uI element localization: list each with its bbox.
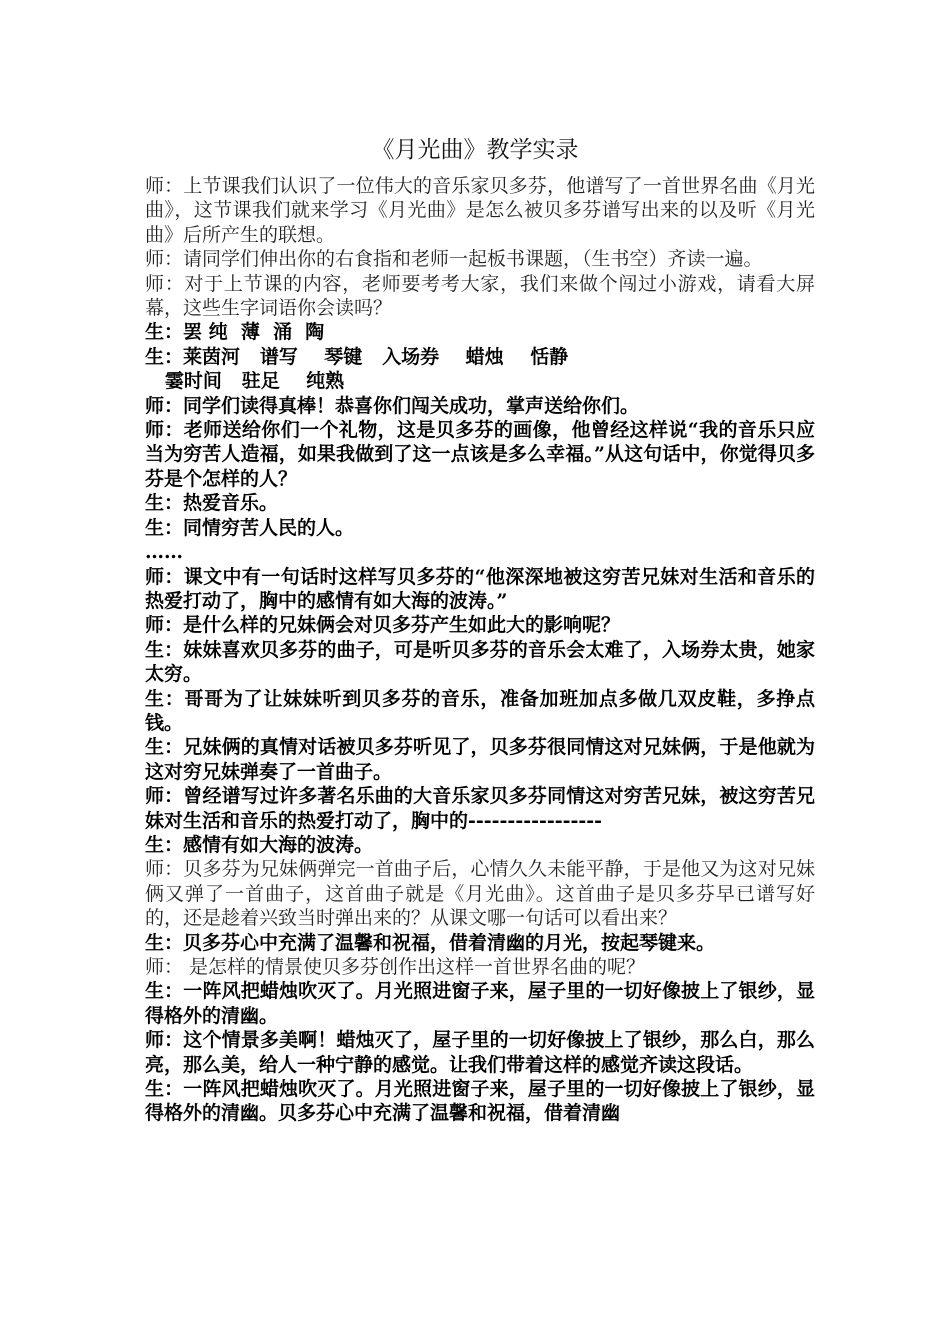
paragraph: 生：热爱音乐。 xyxy=(145,492,279,515)
paragraph: 师：课文中有一句话时这样写贝多芬的“他深深地被这穷苦兄妹对生活和音乐的热爱打动了，胸中的感情有如大海的波涛。” xyxy=(145,565,815,612)
paragraph: 师：上节课我们认识了一位伟大的音乐家贝多芬，他谱写了一首世界名曲《月光曲》，这节课我们就来学习《月光曲》是怎么被贝多芬谱写出来的以及听《月光曲》后所产生的联想。 xyxy=(145,175,815,246)
paragraph: 生：一阵风把蜡烛吹灭了。月光照进窗子来，屋子里的一切好像披上了银纱，显得格外的清幽。贝多芬心中充满了温馨和祝福，借着清幽 xyxy=(145,1078,815,1125)
paragraph: 师：曾经谱写过许多著名乐曲的大音乐家贝多芬同情这对穷苦兄妹，被这穷苦兄妹对生活和音乐的热爱打动了，胸中的----------------- xyxy=(145,785,815,832)
paragraph: 师：贝多芬为兄妹俩弹完一首曲子后，心情久久未能平静，于是他又为这对兄妹俩又弹了一首曲子，这首曲子就是《月光曲》。这首曲子是贝多芬早已谱写好的，还是趁着兴致当时弹出来的？从课文哪一句话可以看出来？ xyxy=(145,858,815,930)
paragraph: 生：贝多芬心中充满了温馨和祝福，借着清幽的月光，按起琴键来。 xyxy=(145,931,716,954)
paragraph-ellipsis: …… xyxy=(145,541,183,564)
paragraph: 生：哥哥为了让妹妹听到贝多芬的音乐，准备加班加点多做几双皮鞋，多挣点钱。 xyxy=(145,687,815,734)
paragraph: 师：同学们读得真棒！恭喜你们闯关成功，掌声送给你们。 xyxy=(145,394,640,417)
paragraph: 生：兄妹俩的真情对话被贝多芬听见了，贝多芬很同情这对兄妹俩，于是他就为这对穷兄妹弹奏了一首曲子。 xyxy=(145,736,815,783)
paragraph: 生：同情穷苦人民的人。 xyxy=(145,516,355,539)
document-title: 《月光曲》教学实录 xyxy=(371,137,579,163)
paragraph-vocab-2: 生：莱茵河 谱写 琴键 入场券 蜡烛 恬静 xyxy=(145,345,569,368)
paragraph-vocab-1: 生：罢 纯 薄 涌 陶 xyxy=(145,321,325,344)
paragraph: 师：老师送给你们一个礼物，这是贝多芬的画像，他曾经这样说“我的音乐只应当为穷苦人造福，如果我做到了这一点该是多么幸福。”从这句话中，你觉得贝多芬是个怎样的人？ xyxy=(145,419,815,490)
document-body xyxy=(145,174,815,1126)
paragraph: 师： 是怎样的情景使贝多芬创作出这样一首世界名曲的呢？ xyxy=(145,956,646,978)
paragraph-vocab-3: 霎时间 驻足 纯熟 xyxy=(145,370,345,393)
paragraph: 生：妹妹喜欢贝多芬的曲子，可是听贝多芬的音乐会太难了，入场券太贵，她家太穷。 xyxy=(145,638,815,686)
paragraph: 生：一阵风把蜡烛吹灭了。月光照进窗子来，屋子里的一切好像披上了银纱，显得格外的清幽。 xyxy=(145,980,815,1027)
paragraph: 师：是什么样的兄妹俩会对贝多芬产生如此大的影响呢？ xyxy=(145,614,621,637)
paragraph: 生：感情有如大海的波涛。 xyxy=(145,833,374,856)
paragraph: 师：这个情景多美啊！蜡烛灭了，屋子里的一切好像披上了银纱，那么白，那么亮，那么美，给人一种宁静的感觉。让我们带着这样的感觉齐读这段话。 xyxy=(145,1029,815,1076)
paragraph: 师：对于上节课的内容，老师要考考大家，我们来做个闯过小游戏，请看大屏幕，这些生字词语你会读吗？ xyxy=(145,272,815,320)
paragraph: 师：请同学们伸出你的右食指和老师一起板书课题，（生书空）齐读一遍。 xyxy=(145,248,763,271)
